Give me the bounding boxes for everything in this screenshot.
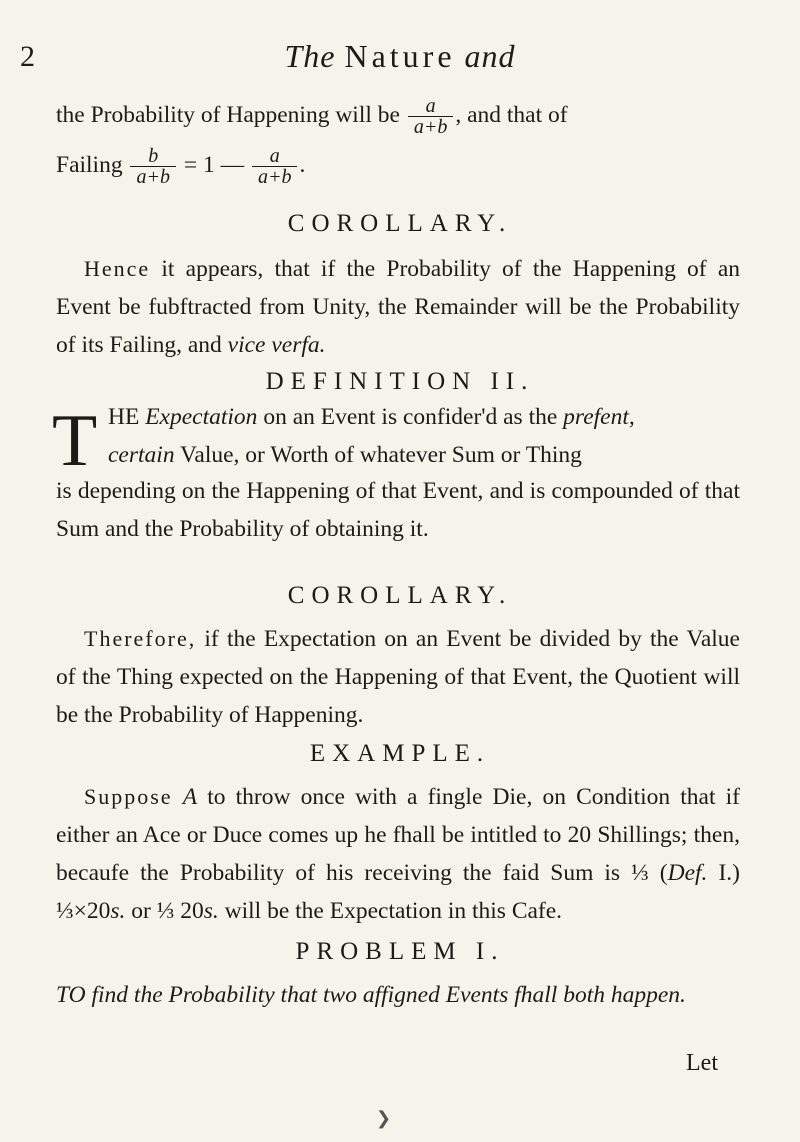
failing-label: Failing — [56, 151, 123, 178]
formula-text-after: , and that of — [455, 101, 568, 128]
definition-heading: DEFINITION II. — [265, 368, 535, 395]
page-number: 2 — [20, 40, 35, 73]
running-head-nature: Nature — [344, 38, 456, 74]
equals-one-minus: = 1 — — [183, 151, 245, 178]
definition-line-1: HE Expectation on an Event is confider'd as the prefent, — [108, 404, 635, 430]
corollary-heading-2: COROLLARY. — [287, 582, 513, 609]
formula-line-2: Failing $\frac{b}{a+b}$ = 1 — $\frac{a}{a+b}$ . — [56, 145, 306, 188]
corollary-paragraph-1: Hence it appears, that if the Probability of the Happening of an Event be fubftracted from Unity, the Remainder will be the Probability of its Failing, and vice verfa. — [56, 256, 740, 358]
fraction-a-over-a-plus-b-2: $\frac{a}{a+b}$ — [252, 146, 298, 187]
corollary-heading-1: COROLLARY. — [287, 210, 513, 237]
example-paragraph: Suppose A to throw once with a fingle Die, on Condition that if either an Ace or Duce comes up he fhall be intitled to 20 Shillings; then, becaufe the Probability of his receiving the faid Sum is ⅓ (Def. I.) ⅓×20s. or ⅓ 20s. will be the Expectation in this Cafe. — [56, 784, 740, 924]
formula-text: the Probability of Happening will be — [56, 101, 400, 128]
corollary-paragraph-2: Therefore, if the Expectation on an Event be divided by the Value of the Thing expected on the Happening of that Event, the Quotient will be the Probability of Happening. — [56, 626, 740, 728]
problem-statement: TO find the Probability that two affigned Events fhall both happen. — [56, 982, 686, 1008]
running-head-and: and — [464, 38, 516, 74]
definition-paragraph: is depending on the Happening of that Event, and is compounded of that Sum and the Probability of obtaining it. — [56, 478, 740, 542]
drop-cap: T — [52, 400, 98, 482]
bottom-mark: ❯ — [376, 1108, 392, 1128]
fraction-a-over-a-plus-b: $\frac{a}{a+b}$ — [408, 96, 454, 137]
problem-heading: PROBLEM I. — [295, 938, 505, 965]
catchword: Let — [686, 1050, 718, 1076]
running-head — [0, 38, 800, 75]
definition-line-2: certain Value, or Worth of whatever Sum or Thing — [108, 442, 582, 468]
formula-line-1 — [56, 96, 568, 137]
running-head-the: The — [284, 38, 336, 74]
example-heading: EXAMPLE. — [309, 740, 491, 767]
fraction-b-over-a-plus-b: $\frac{b}{a+b}$ — [130, 146, 176, 187]
